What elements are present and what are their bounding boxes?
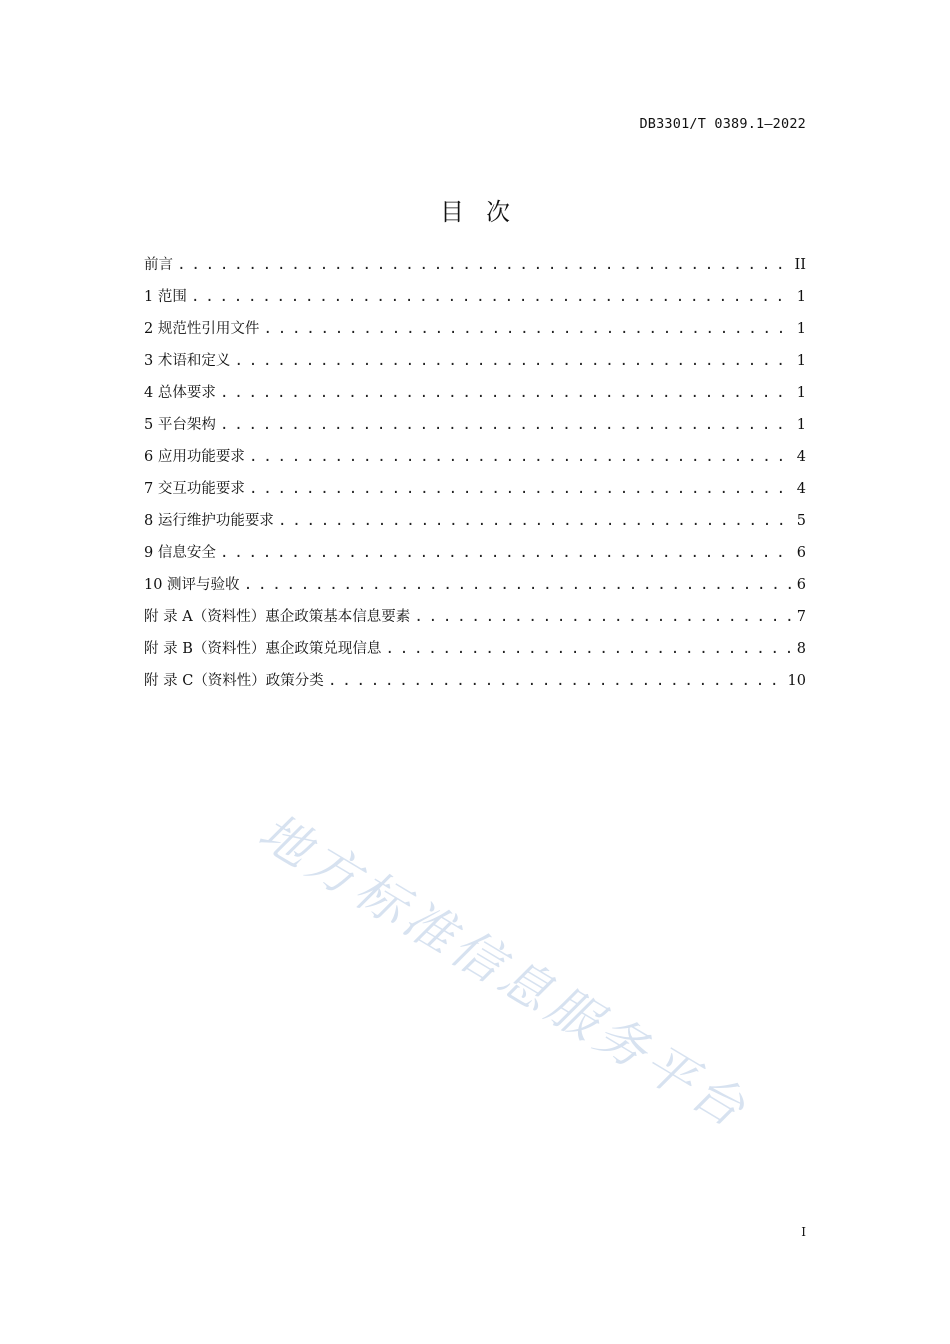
toc-leader-dots [177, 257, 791, 273]
toc-leader-dots [263, 321, 792, 337]
toc-entry-page: 8 [796, 641, 806, 657]
toc-leader-dots [249, 449, 793, 465]
page-number: I [801, 1225, 806, 1239]
toc-entry-page: 1 [796, 385, 806, 401]
document-code: DB3301/T 0389.1—2022 [639, 116, 806, 132]
toc-entry-page: 5 [796, 513, 806, 529]
toc-leader-dots [414, 609, 793, 625]
toc-entry[interactable] [144, 317, 806, 349]
table-of-contents [144, 253, 806, 701]
toc-entry[interactable] [144, 253, 806, 285]
toc-entry[interactable] [144, 285, 806, 317]
toc-entry-label: 6 应用功能要求 [144, 449, 245, 465]
toc-entry[interactable] [144, 413, 806, 445]
toc-leader-dots [385, 641, 792, 657]
toc-entry[interactable] [144, 381, 806, 413]
toc-leader-dots [191, 289, 793, 305]
toc-entry-label: 5 平台架构 [144, 417, 216, 433]
toc-leader-dots [220, 417, 793, 433]
toc-entry-label: 3 术语和定义 [144, 353, 231, 369]
toc-entry-page: 6 [796, 545, 806, 561]
toc-entry-label: 2 规范性引用文件 [144, 321, 260, 337]
toc-entry-label: 1 范围 [144, 289, 187, 305]
toc-entry-label: 4 总体要求 [144, 385, 216, 401]
toc-entry-label: 前言 [144, 257, 173, 273]
toc-leader-dots [278, 513, 793, 529]
toc-entry-label: 8 运行维护功能要求 [144, 513, 274, 529]
toc-entry-page: 7 [796, 609, 806, 625]
toc-entry-page: 6 [796, 577, 806, 593]
toc-entry[interactable] [144, 541, 806, 573]
toc-entry-label: 9 信息安全 [144, 545, 216, 561]
toc-entry-page: 4 [796, 481, 806, 497]
toc-leader-dots [220, 545, 793, 561]
toc-entry[interactable] [144, 445, 806, 477]
toc-entry-page: 4 [796, 449, 806, 465]
toc-leader-dots [244, 577, 793, 593]
page-title: 目次 [440, 198, 532, 227]
toc-entry[interactable] [144, 349, 806, 381]
toc-entry-label: 7 交互功能要求 [144, 481, 245, 497]
toc-entry-page: 1 [796, 321, 806, 337]
toc-entry-page: 1 [796, 289, 806, 305]
toc-entry-label: 附 录 A（资料性）惠企政策基本信息要素 [144, 609, 411, 625]
toc-leader-dots [220, 385, 793, 401]
toc-entry[interactable] [144, 605, 806, 637]
toc-entry[interactable] [144, 509, 806, 541]
toc-leader-dots [249, 481, 793, 497]
toc-entry[interactable] [144, 637, 806, 669]
toc-entry-label: 附 录 B（资料性）惠企政策兑现信息 [144, 641, 382, 657]
toc-entry-page: 10 [787, 673, 806, 689]
toc-entry[interactable] [144, 669, 806, 701]
toc-leader-dots [328, 673, 784, 689]
toc-entry-page: 1 [796, 353, 806, 369]
toc-entry[interactable] [144, 477, 806, 509]
toc-leader-dots [234, 353, 792, 369]
toc-entry-page: 1 [796, 417, 806, 433]
toc-entry-page: II [794, 257, 806, 273]
toc-entry-label: 附 录 C（资料性）政策分类 [144, 673, 324, 689]
toc-entry-label: 10 测评与验收 [144, 577, 240, 593]
toc-entry[interactable] [144, 573, 806, 605]
watermark: 地方标准信息服务平台 [248, 802, 759, 1141]
